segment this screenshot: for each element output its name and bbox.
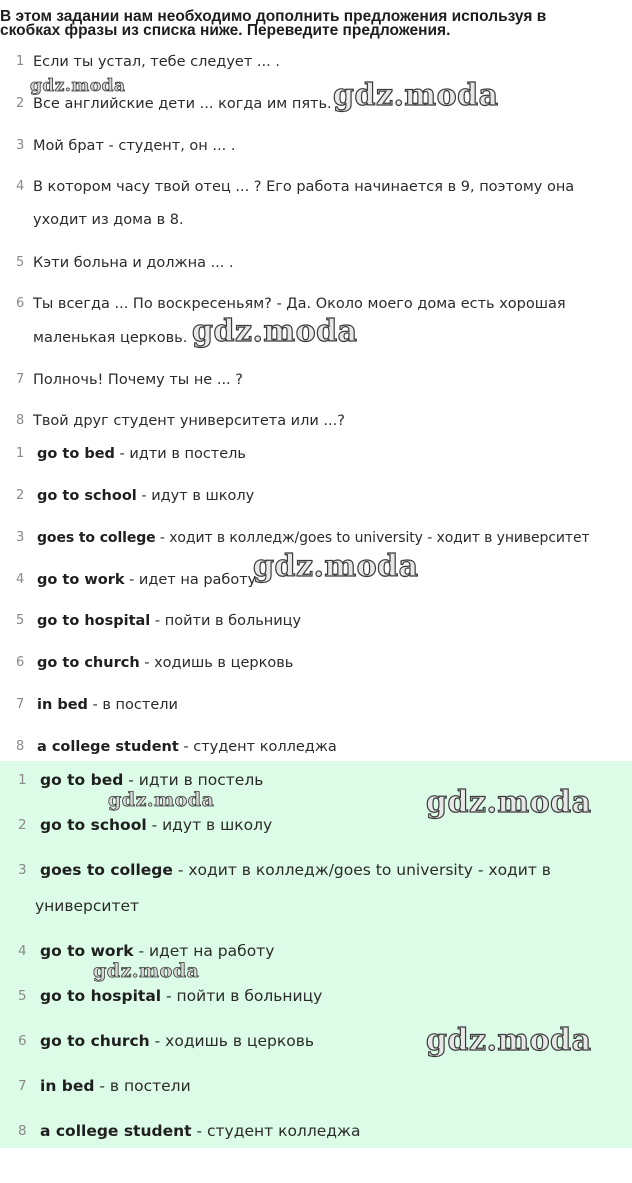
sentence-text: Кэти больна и должна ... .: [33, 255, 234, 271]
phrase-bold: a college student: [40, 1122, 192, 1140]
phrase-translation: - в постели: [87, 697, 178, 713]
item-number: 7: [16, 697, 25, 712]
task-title-text: В этом задании нам необходимо дополнить предложения используя в: [0, 8, 547, 25]
phrase-bold: go to bed: [37, 446, 115, 462]
phrase-bold: a college student: [37, 739, 179, 755]
phrase-bold: in bed: [40, 1077, 95, 1095]
item-number: 7: [16, 372, 25, 387]
phrase-bold: in bed: [37, 697, 88, 713]
sentence-text: Если ты устал, тебе следует ... .: [33, 54, 280, 70]
phrase-bold: go to hospital: [37, 613, 151, 629]
sentence-continuation: маленькая церковь.: [33, 330, 188, 346]
item-number: 4: [16, 179, 25, 194]
watermark-logo: gdz.moda: [253, 549, 419, 584]
phrase-translation: - идет на работу: [124, 572, 257, 588]
item-number: 1: [16, 54, 25, 69]
watermark-logo: gdz.moda: [93, 960, 200, 982]
item-number: 4: [18, 943, 27, 959]
phrase-bold: go to church: [37, 655, 140, 671]
phrase-bold: go to school: [37, 488, 137, 504]
sentence-text: Все английские дети ... когда им пять.: [33, 96, 332, 112]
item-number: 5: [16, 255, 25, 270]
item-number: 8: [16, 413, 25, 428]
phrase-translation: - ходит в колледж/goes to university - ходит в университет: [155, 530, 590, 546]
item-number: 8: [16, 739, 25, 754]
item-number: 6: [16, 296, 25, 311]
phrase-translation: - студент колледжа: [178, 739, 337, 755]
item-number: 6: [18, 1033, 27, 1049]
item-number: 3: [16, 138, 25, 153]
phrase-translation: - идти в постель: [114, 446, 246, 462]
phrase-bold: goes to college: [37, 530, 156, 546]
item-number: 8: [18, 1123, 27, 1139]
item-number: 5: [16, 613, 25, 628]
item-number: 3: [16, 530, 25, 545]
phrase-bold: go to work: [37, 572, 125, 588]
task-title: [0, 6, 632, 46]
phrase-translation: - пойти в больницу: [150, 613, 302, 629]
sentence-text: Ты всегда ... По воскресеньям? - Да. Около моего дома есть хорошая: [33, 296, 566, 312]
watermark-logo: gdz.moda: [192, 314, 358, 349]
watermark-logo: gdz.moda: [426, 1023, 592, 1058]
phrase-translation: - пойти в больницу: [161, 987, 323, 1005]
item-number: 5: [18, 988, 27, 1004]
item-number: 1: [18, 772, 27, 788]
watermark-logo: gdz.moda: [426, 785, 592, 820]
item-number: 2: [16, 96, 25, 111]
item-number: 1: [16, 446, 25, 461]
item-number: 6: [16, 655, 25, 670]
sentence-text: В котором часу твой отец ... ? Его работа начинается в 9, поэтому она: [33, 179, 575, 195]
phrase-translation: - идут в школу: [146, 816, 273, 834]
item-number: 4: [16, 572, 25, 587]
answer-continuation: университет: [35, 897, 140, 915]
phrase-bold: go to hospital: [40, 987, 162, 1005]
phrase-bold: go to school: [40, 816, 147, 834]
phrase-bold: goes to college: [40, 861, 173, 879]
phrase-translation: - идти в постель: [123, 771, 264, 789]
phrase-translation: - ходит в колледж/goes to university - ходит в: [172, 861, 551, 879]
phrase-translation: - идут в школу: [136, 488, 255, 504]
watermark-logo: gdz.moda: [30, 76, 126, 96]
phrase-translation: - ходишь в церковь: [149, 1032, 314, 1050]
phrase-bold: go to work: [40, 942, 134, 960]
phrase-translation: - в постели: [94, 1077, 191, 1095]
item-number: 2: [16, 488, 25, 503]
phrase-bold: go to church: [40, 1032, 150, 1050]
phrase-translation: - идет на работу: [133, 942, 275, 960]
sentence-text: Полночь! Почему ты не ... ?: [33, 372, 243, 388]
sentence-text: Мой брат - студент, он ... .: [33, 138, 236, 154]
item-number: 2: [18, 817, 27, 833]
phrase-translation: - ходишь в церковь: [139, 655, 294, 671]
watermark-logo: gdz.moda: [333, 78, 499, 113]
watermark-logo: gdz.moda: [108, 789, 215, 811]
phrase-translation: - студент колледжа: [191, 1122, 361, 1140]
item-number: 3: [18, 862, 27, 878]
task-title-cut-line: скобках фразы из списка ниже. Переведите предложения.: [0, 22, 451, 39]
sentence-text: Твой друг студент университета или ...?: [33, 413, 345, 429]
phrase-bold: go to bed: [40, 771, 124, 789]
sentence-continuation: уходит из дома в 8.: [33, 212, 184, 228]
item-number: 7: [18, 1078, 27, 1094]
